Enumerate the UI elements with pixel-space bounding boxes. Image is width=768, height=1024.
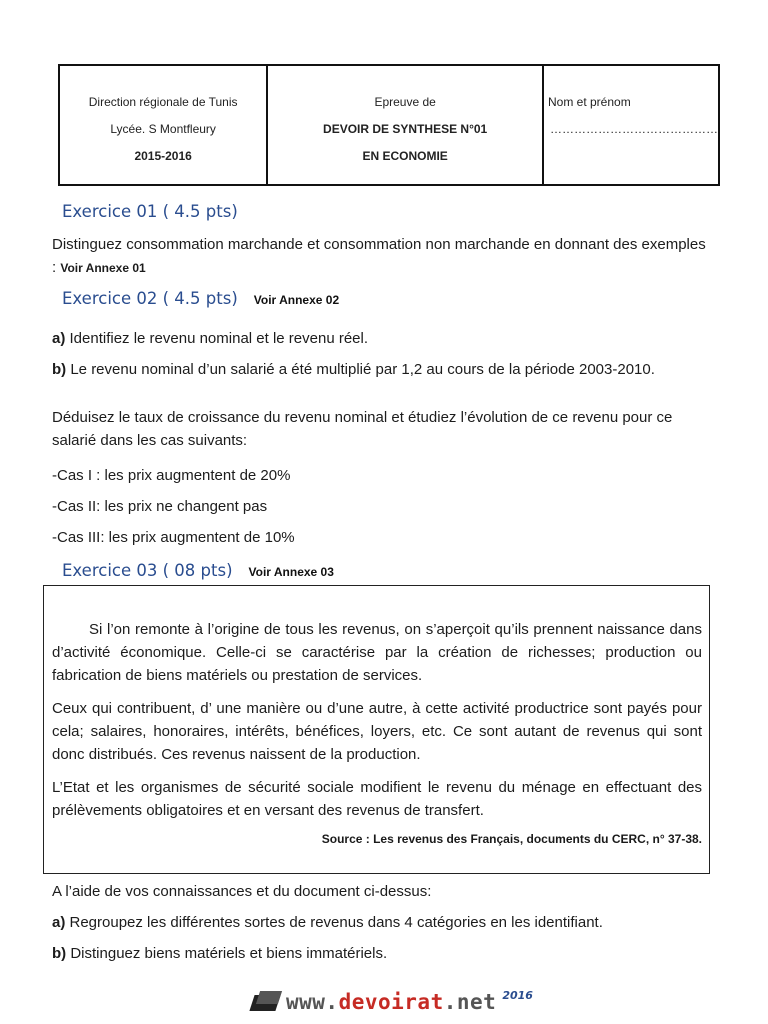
exercice1-title-text: Exercice 01 ( 4.5 pts) (62, 202, 238, 221)
header-school-cell (60, 66, 268, 184)
document-source: Source : Les revenus des Français, documents du CERC, n° 37-38. (321, 832, 702, 846)
header-name-dots: …………………………………… (550, 122, 718, 136)
header-exam-label: Epreuve de (374, 95, 436, 109)
exercice1-title (62, 202, 238, 221)
exercice1-question: Distinguez consommation marchande et consommation non marchande en donnant des exemples : (52, 236, 706, 276)
footer-site-name: devoirat (338, 990, 444, 1014)
footer-watermark (252, 990, 533, 1014)
footer-site-suffix: .net (443, 990, 497, 1014)
header-exam-title: DEVOIR DE SYNTHESE N°01 (323, 122, 488, 136)
exercice2-deduce: Déduisez le taux de croissance du revenu nominal et étudiez l’évolution de ce revenu pour ce salarié dans les cas suivants: (52, 409, 673, 449)
header-school: Lycée. S Montfleury (110, 122, 216, 136)
question-b-text: Le revenu nominal d’un salarié a été multiplié par 1,2 au cours de la période 2003-2010. (66, 361, 655, 378)
exercice3-intro: A l’aide de vos connaissances et du document ci-dessus: (52, 883, 432, 900)
header-exam-subject: EN ECONOMIE (362, 149, 448, 163)
document-paragraph-2: Ceux qui contribuent, d’ une manière ou d’une autre, à cette activité productrice sont payés pour cela; salaires, honoraires, intérêts, bénéfices, loyers, etc. Ce sont autant de revenus qui sont donc distribués. Ces revenus naissent de la production. (52, 700, 702, 763)
exercice2-title-text: Exercice 02 ( 4.5 pts) (62, 289, 238, 308)
exercice2-cas1: -Cas I : les prix augmentent de 20% (52, 467, 291, 484)
document-box (43, 585, 710, 874)
header-table (58, 64, 720, 186)
question-b-label: b) (52, 361, 67, 378)
exercice2-question-a (52, 327, 712, 350)
ex3-question-b-text: Distinguez biens matériels et biens immatériels. (66, 945, 388, 962)
exercice3-question-b (52, 942, 712, 965)
footer-site-prefix: www. (286, 990, 339, 1014)
exercice3-annex: Voir Annexe 03 (248, 565, 334, 579)
ex3-question-a-text: Regroupez les différentes sortes de revenus dans 4 catégories en les identifiant. (65, 914, 603, 931)
exercice2-cas3: -Cas III: les prix augmentent de 10% (52, 529, 295, 546)
exercice1-text (52, 233, 712, 280)
exercice2-title (62, 289, 339, 308)
exercice2-question-b (52, 358, 712, 381)
exercice3-title-text: Exercice 03 ( 08 pts) (62, 561, 233, 580)
footer-site (286, 990, 496, 1014)
footer-year: 2016 (502, 988, 533, 1002)
header-year: 2015-2016 (134, 149, 192, 163)
document-paragraph-1: Si l’on remonte à l’origine de tous les revenus, on s’aperçoit qu’ils prennent naissance dans d’activité économique. Celle-ci se caractérise par la création de richesses; production ou fabrication de biens matériels ou prestation de services. (52, 621, 702, 684)
exercice1-annex: Voir Annexe 01 (60, 261, 146, 275)
exercice2-annex: Voir Annexe 02 (253, 293, 340, 307)
ex3-question-a-label: a) (52, 914, 66, 931)
site-logo-icon (252, 991, 282, 1013)
header-student-cell (544, 66, 718, 184)
question-a-text: Identifiez le revenu nominal et le revenu réel. (65, 330, 369, 347)
header-exam-cell (268, 66, 544, 184)
header-name-label: Nom et prénom (548, 95, 631, 109)
ex3-question-b-label: b) (52, 945, 67, 962)
exercice3-question-a (52, 911, 712, 934)
header-region: Direction régionale de Tunis (88, 95, 238, 109)
document-paragraph-3: L’Etat et les organismes de sécurité sociale modifient le revenu du ménage en effectuant des prélèvements obligatoires et en versant des revenus de transfert. (52, 779, 702, 819)
exercice3-title (62, 561, 334, 580)
exercice2-cas2: -Cas II: les prix ne changent pas (52, 498, 268, 515)
question-a-label: a) (52, 330, 66, 347)
